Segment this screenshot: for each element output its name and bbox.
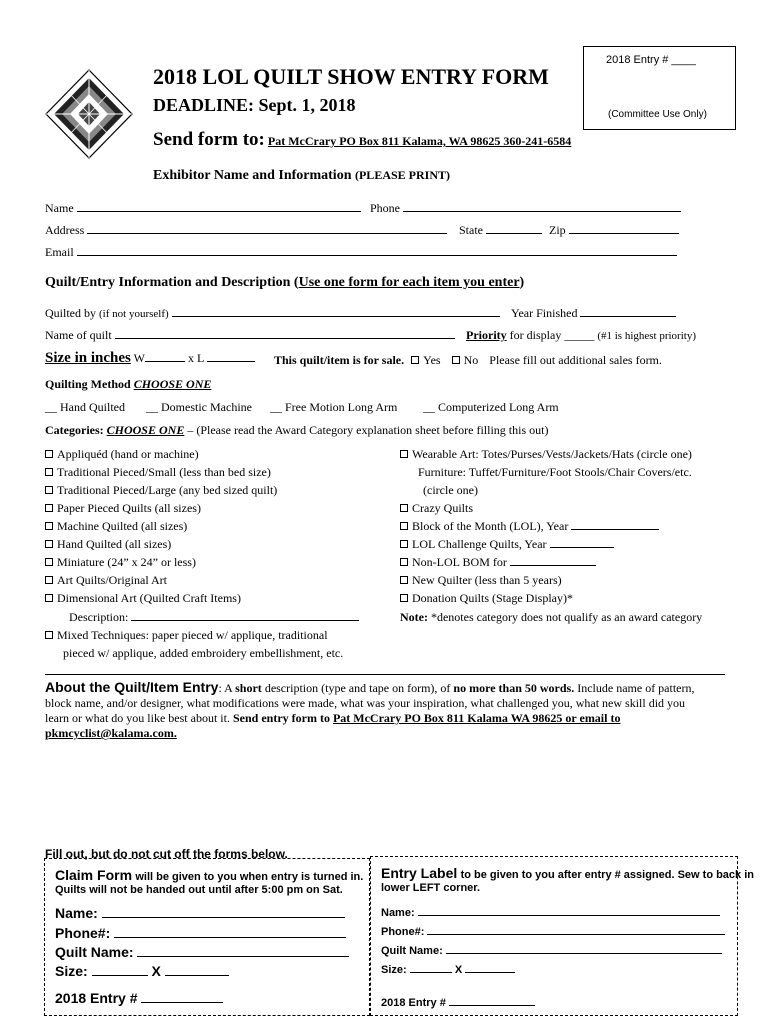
zip-field[interactable] (569, 223, 679, 234)
category-left-7[interactable] (45, 573, 167, 588)
about-line-1 (45, 679, 695, 696)
category-left-3[interactable] (45, 501, 201, 516)
size-w-field[interactable] (145, 351, 185, 362)
committee-entry-box (583, 46, 736, 130)
claim-title: Claim Form (55, 867, 133, 883)
category-label: Paper Pieced Quilts (all sizes) (57, 501, 201, 515)
label-size-row (381, 962, 515, 976)
category-left-1[interactable] (45, 465, 271, 480)
label-phone-label: Phone#: (381, 926, 425, 938)
claim-quilt-row (55, 944, 349, 960)
form-title: 2018 LOL QUILT SHOW ENTRY FORM (153, 64, 549, 89)
state-row (459, 223, 542, 238)
exhibitor-heading-note: (PLEASE PRINT) (354, 168, 450, 182)
label-name-row (381, 905, 720, 919)
zip-row (549, 223, 679, 238)
about-line-2: block name, and/or designer, what modifications were made, what was your inspiration, what challenged you, what new skill did you (45, 696, 686, 710)
label-phone-field[interactable] (427, 924, 725, 935)
claim-note: Quilts will not be handed out until after 5:00 pm on Sat. (55, 884, 343, 896)
claim-phone-row (55, 925, 346, 941)
quilt-info-heading-c: ) (519, 275, 525, 290)
category-label: LOL Challenge Quilts, Year (412, 537, 547, 551)
about-email[interactable]: pkmcyclist@kalama.com. (45, 726, 177, 740)
exhibitor-heading-text: Exhibitor Name and Information (153, 168, 352, 183)
non-lol-bom-field[interactable] (510, 555, 596, 566)
label-quilt-row (381, 943, 722, 957)
claim-quilt-field[interactable] (137, 946, 349, 957)
description-row (69, 610, 359, 625)
category-left-0[interactable] (45, 447, 199, 462)
checkbox[interactable] (400, 450, 408, 458)
about-short: short (235, 681, 262, 695)
year-finished-label: Year Finished (511, 306, 578, 320)
for-sale-label: This quilt/item is for sale. (274, 353, 405, 367)
claim-size-l-field[interactable] (165, 965, 229, 976)
priority-label: Priority (466, 328, 507, 342)
category-right-0[interactable] (400, 501, 473, 516)
category-label: Donation Quilts (Stage Display)* (412, 591, 573, 605)
about-heading: About the Quilt/Item Entry (45, 679, 219, 695)
claim-phone-label: Phone#: (55, 925, 111, 941)
checkbox[interactable] (45, 631, 53, 639)
quilted-by-row (45, 306, 500, 321)
claim-size-label: Size: (55, 963, 88, 979)
for-sale-yes-checkbox[interactable] (411, 356, 419, 364)
for-sale-row (274, 353, 662, 368)
category-right-1[interactable] (400, 519, 659, 534)
category-left-2[interactable] (45, 483, 277, 498)
claim-entry-field[interactable] (141, 992, 223, 1003)
note-text: *denotes category does not qualify as an award category (430, 610, 703, 624)
priority-field[interactable]: for display _____ (509, 328, 595, 342)
checkbox[interactable] (400, 558, 408, 566)
method-choose: CHOOSE ONE (133, 377, 212, 391)
category-label: Block of the Month (LOL), Year (412, 519, 569, 533)
claim-phone-field[interactable] (114, 927, 346, 938)
checkbox[interactable] (45, 468, 53, 476)
label-size-label: Size: (381, 964, 407, 976)
label-name-field[interactable] (418, 905, 720, 916)
category-label: Non-LOL BOM for (412, 555, 507, 569)
year-finished-row (511, 306, 676, 321)
claim-form (44, 858, 370, 1016)
method-domestic[interactable]: __ Domestic Machine (146, 400, 252, 414)
email-label: Email (45, 245, 74, 259)
method-computerized[interactable]: __ Computerized Long Arm (423, 400, 559, 414)
label-entry-field[interactable] (449, 995, 535, 1006)
claim-size-row (55, 963, 229, 979)
claim-name-row (55, 905, 345, 921)
note-label: Note: (400, 610, 428, 624)
priority-row (466, 328, 696, 343)
label-size-w-field[interactable] (410, 962, 452, 973)
address-label: Address (45, 223, 85, 237)
size-l-label: x L (187, 351, 204, 365)
category-label: Traditional Pieced/Small (less than bed size) (57, 465, 271, 479)
claim-x: X (151, 963, 161, 979)
claim-name-field[interactable] (102, 907, 345, 918)
label-size-l-field[interactable] (465, 962, 515, 973)
about-line-3c: Pat McCrary PO Box 811 Kalama WA 98625 or email to (332, 711, 621, 725)
checkbox[interactable] (45, 576, 53, 584)
claim-title-rest: will be given to you when entry is turned in. (135, 871, 364, 883)
size-l-field[interactable] (207, 351, 255, 362)
checkbox[interactable] (45, 558, 53, 566)
category-mixed[interactable] (45, 628, 328, 643)
categories-heading-text: Categories: (45, 423, 104, 437)
about-line-3a: learn or what do you like best about it. (45, 711, 233, 725)
section-divider (45, 674, 725, 675)
label-quilt-field[interactable] (446, 943, 722, 954)
size-label: Size in inches (45, 350, 131, 366)
label-phone-row (381, 924, 725, 938)
category-mixed-2: pieced w/ applique, added embroidery embellishment, etc. (63, 646, 344, 660)
category-right-4[interactable] (400, 573, 562, 588)
category-label: Crazy Quilts (412, 501, 473, 515)
category-right-3[interactable] (400, 555, 596, 570)
checkbox[interactable] (400, 504, 408, 512)
send-address: Pat McCrary PO Box 811 Kalama, WA 98625 360-241-6584 (267, 134, 572, 148)
zip-label: Zip (549, 223, 566, 237)
state-label: State (459, 223, 483, 237)
name-field[interactable] (77, 201, 361, 212)
quilt-name-field[interactable] (115, 328, 455, 339)
for-sale-no-checkbox[interactable] (452, 356, 460, 364)
entry-label-form (370, 856, 754, 1016)
category-right-2[interactable] (400, 537, 614, 552)
claim-entry-label: 2018 Entry # (55, 990, 138, 1006)
description-label: Description: (69, 610, 129, 624)
categories-heading (45, 423, 548, 438)
phone-field[interactable] (403, 201, 681, 212)
about-t2: description (type and tape on form), of (261, 681, 454, 695)
checkbox[interactable] (45, 450, 53, 458)
label-title-rest: to be given to you after entry # assigned. Sew to back in (460, 869, 754, 881)
claim-title-row (55, 867, 363, 883)
exhibitor-heading (153, 168, 450, 184)
method-hand[interactable]: __ Hand Quilted (45, 400, 125, 414)
email-field[interactable] (77, 245, 677, 256)
label-note: lower LEFT corner. (381, 882, 481, 894)
sales-note: Please fill out additional sales form. (489, 353, 662, 367)
category-left-5[interactable] (45, 537, 171, 552)
phone-label: Phone (370, 201, 400, 215)
method-free-motion[interactable]: __ Free Motion Long Arm (270, 400, 398, 414)
category-wearable[interactable] (400, 447, 692, 462)
send-to-line (153, 129, 571, 151)
category-label: Mixed Techniques: paper pieced w/ applique, traditional (57, 628, 328, 642)
checkbox[interactable] (45, 594, 53, 602)
about-max: no more than 50 words. (453, 681, 575, 695)
bom-year-field[interactable] (571, 519, 659, 530)
label-title: Entry Label (381, 865, 458, 881)
category-label: Machine Quilted (all sizes) (57, 519, 188, 533)
about-t1: : A (218, 681, 236, 695)
category-label: Art Quilts/Original Art (57, 573, 167, 587)
method-heading (45, 377, 211, 392)
quilted-by-label: Quilted by (45, 306, 96, 320)
category-left-6[interactable] (45, 555, 196, 570)
name-label: Name (45, 201, 74, 215)
categories-choose: CHOOSE ONE (106, 423, 185, 437)
description-field[interactable] (131, 610, 359, 621)
checkbox[interactable] (45, 522, 53, 530)
quilt-info-heading-b: Use one form for each item you enter (298, 275, 520, 290)
category-right-5[interactable] (400, 591, 573, 606)
claim-size-w-field[interactable] (92, 965, 148, 976)
name-row (45, 201, 361, 216)
priority-note: (#1 is highest priority) (597, 330, 696, 342)
checkbox[interactable] (45, 486, 53, 494)
category-note (400, 610, 702, 625)
quilt-info-heading (45, 275, 524, 291)
address-field[interactable] (87, 223, 447, 234)
about-t3: Include name of pattern, (574, 681, 695, 695)
quilt-name-label: Name of quilt (45, 328, 112, 342)
checkbox[interactable] (400, 540, 408, 548)
for-sale-yes-label: Yes (423, 353, 441, 367)
category-label: Dimensional Art (Quilted Craft Items) (57, 591, 241, 605)
checkbox[interactable] (400, 522, 408, 530)
category-label: Traditional Pieced/Large (any bed sized quilt) (57, 483, 278, 497)
categories-note: – (Please read the Award Category explanation sheet before filling this out) (187, 423, 549, 437)
category-left-8[interactable] (45, 591, 241, 606)
label-quilt-label: Quilt Name: (381, 945, 443, 957)
label-title-row (381, 865, 754, 881)
claim-quilt-label: Quilt Name: (55, 944, 134, 960)
category-label: Hand Quilted (all sizes) (57, 537, 172, 551)
quilt-name-row (45, 328, 455, 343)
for-sale-no-label: No (463, 353, 479, 367)
email-row (45, 245, 677, 260)
claim-entry-row (55, 990, 223, 1006)
quilted-by-field[interactable] (172, 306, 500, 317)
deadline: DEADLINE: Sept. 1, 2018 (153, 95, 356, 115)
quilt-info-heading-a: Quilt/Entry Information and Description ( (45, 275, 299, 290)
category-furniture: Furniture: Tuffet/Furniture/Foot Stools/Chair Covers/etc. (418, 465, 692, 479)
category-label: New Quilter (less than 5 years) (412, 573, 562, 587)
checkbox[interactable] (400, 594, 408, 602)
checkbox[interactable] (45, 504, 53, 512)
category-circle-one: (circle one) (423, 483, 478, 497)
label-x: X (454, 964, 463, 976)
quilted-by-note: (if not yourself) (99, 308, 169, 320)
phone-row (370, 201, 681, 216)
committee-note: (Committee Use Only) (608, 109, 707, 120)
label-entry-label: 2018 Entry # (381, 997, 446, 1009)
method-heading-text: Quilting Method (45, 377, 131, 391)
label-entry-row (381, 995, 535, 1009)
checkbox[interactable] (45, 540, 53, 548)
about-line-3b: Send entry form to (232, 711, 333, 725)
size-w-label: W (133, 351, 145, 365)
entry-number: 2018 Entry # ____ (606, 54, 696, 66)
size-row (45, 350, 255, 367)
send-label: Send form to: (153, 129, 265, 150)
category-label: Wearable Art: Totes/Purses/Vests/Jackets/Hats (circle one) (412, 447, 692, 461)
challenge-year-field[interactable] (550, 537, 614, 548)
year-finished-field[interactable] (580, 306, 676, 317)
claim-name-label: Name: (55, 905, 98, 921)
about-line-3 (45, 711, 620, 726)
checkbox[interactable] (400, 576, 408, 584)
category-label: Miniature (24” x 24” or less) (57, 555, 196, 569)
category-left-4[interactable] (45, 519, 187, 534)
state-field[interactable] (486, 223, 542, 234)
fill-out-note: Fill out, but do not cut off the forms below. (45, 847, 288, 861)
address-row (45, 223, 447, 238)
quilt-logo (44, 68, 134, 160)
label-name-label: Name: (381, 907, 415, 919)
category-label: Appliquéd (hand or machine) (57, 447, 199, 461)
